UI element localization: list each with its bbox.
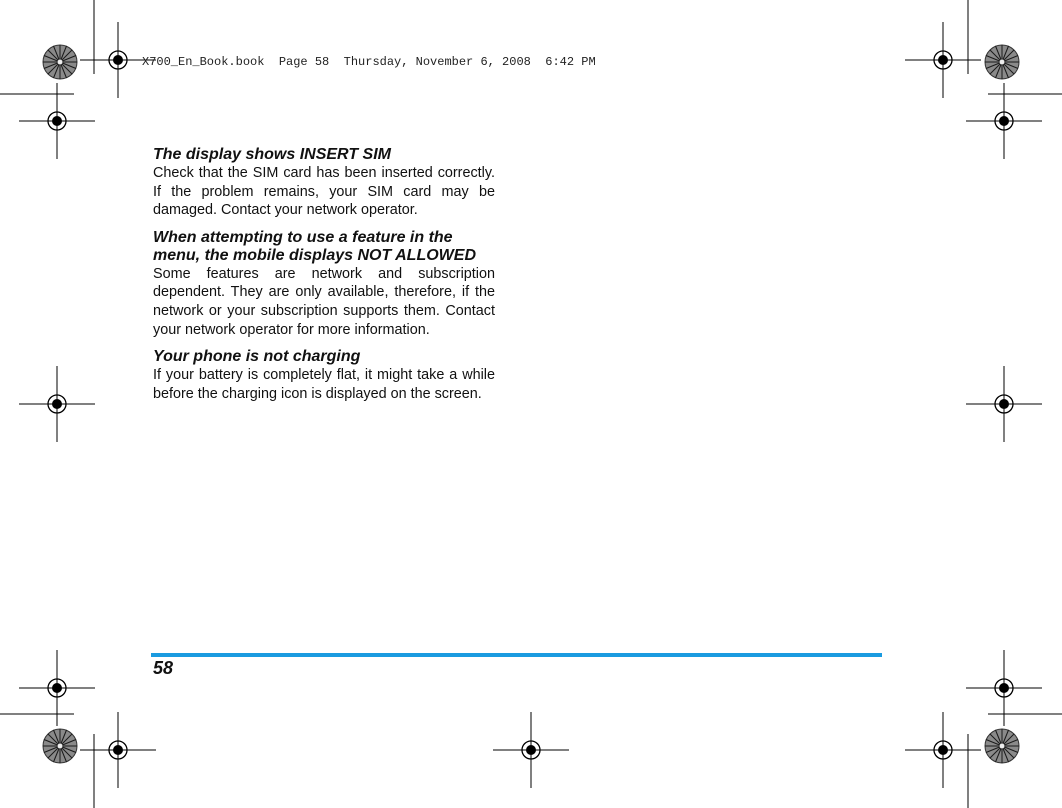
registration-mark-icon [19, 366, 95, 442]
section-heading: Your phone is not charging [153, 348, 361, 366]
section-insert-sim [153, 146, 495, 220]
section-body: If your battery is completely flat, it might take a while before the charging icon is displayed on the screen. [153, 367, 495, 402]
color-target-icon [43, 45, 77, 79]
troubleshooting-column [153, 146, 495, 412]
registration-mark-icon [80, 712, 156, 788]
color-target-icon [985, 45, 1019, 79]
registration-mark-icon [905, 712, 981, 788]
registration-mark-icon [19, 650, 95, 726]
registration-mark-icon [905, 22, 981, 98]
section-not-allowed [153, 229, 495, 339]
slug-line: X700_En_Book.book Page 58 Thursday, November 6, 2008 6:42 PM [142, 55, 596, 69]
page-number: 58 [153, 658, 174, 678]
registration-mark-icon [493, 712, 569, 788]
footer-rule [151, 653, 882, 657]
section-heading: When attempting to use a feature in the menu, the mobile displays NOT ALLOWED [153, 228, 476, 264]
color-target-icon [43, 729, 77, 763]
color-target-icon [985, 729, 1019, 763]
registration-mark-icon [966, 650, 1042, 726]
registration-mark-icon [966, 366, 1042, 442]
section-body: Some features are network and subscription dependent. They are only available, therefore, if the network or your subscription supports them. Contact your network operator for more information. [153, 265, 495, 338]
section-heading: The display shows INSERT SIM [153, 146, 391, 163]
section-not-charging [153, 348, 495, 403]
section-body: Check that the SIM card has been inserted correctly. If the problem remains, your SIM card may be damaged. Contact your network operator. [153, 165, 495, 219]
